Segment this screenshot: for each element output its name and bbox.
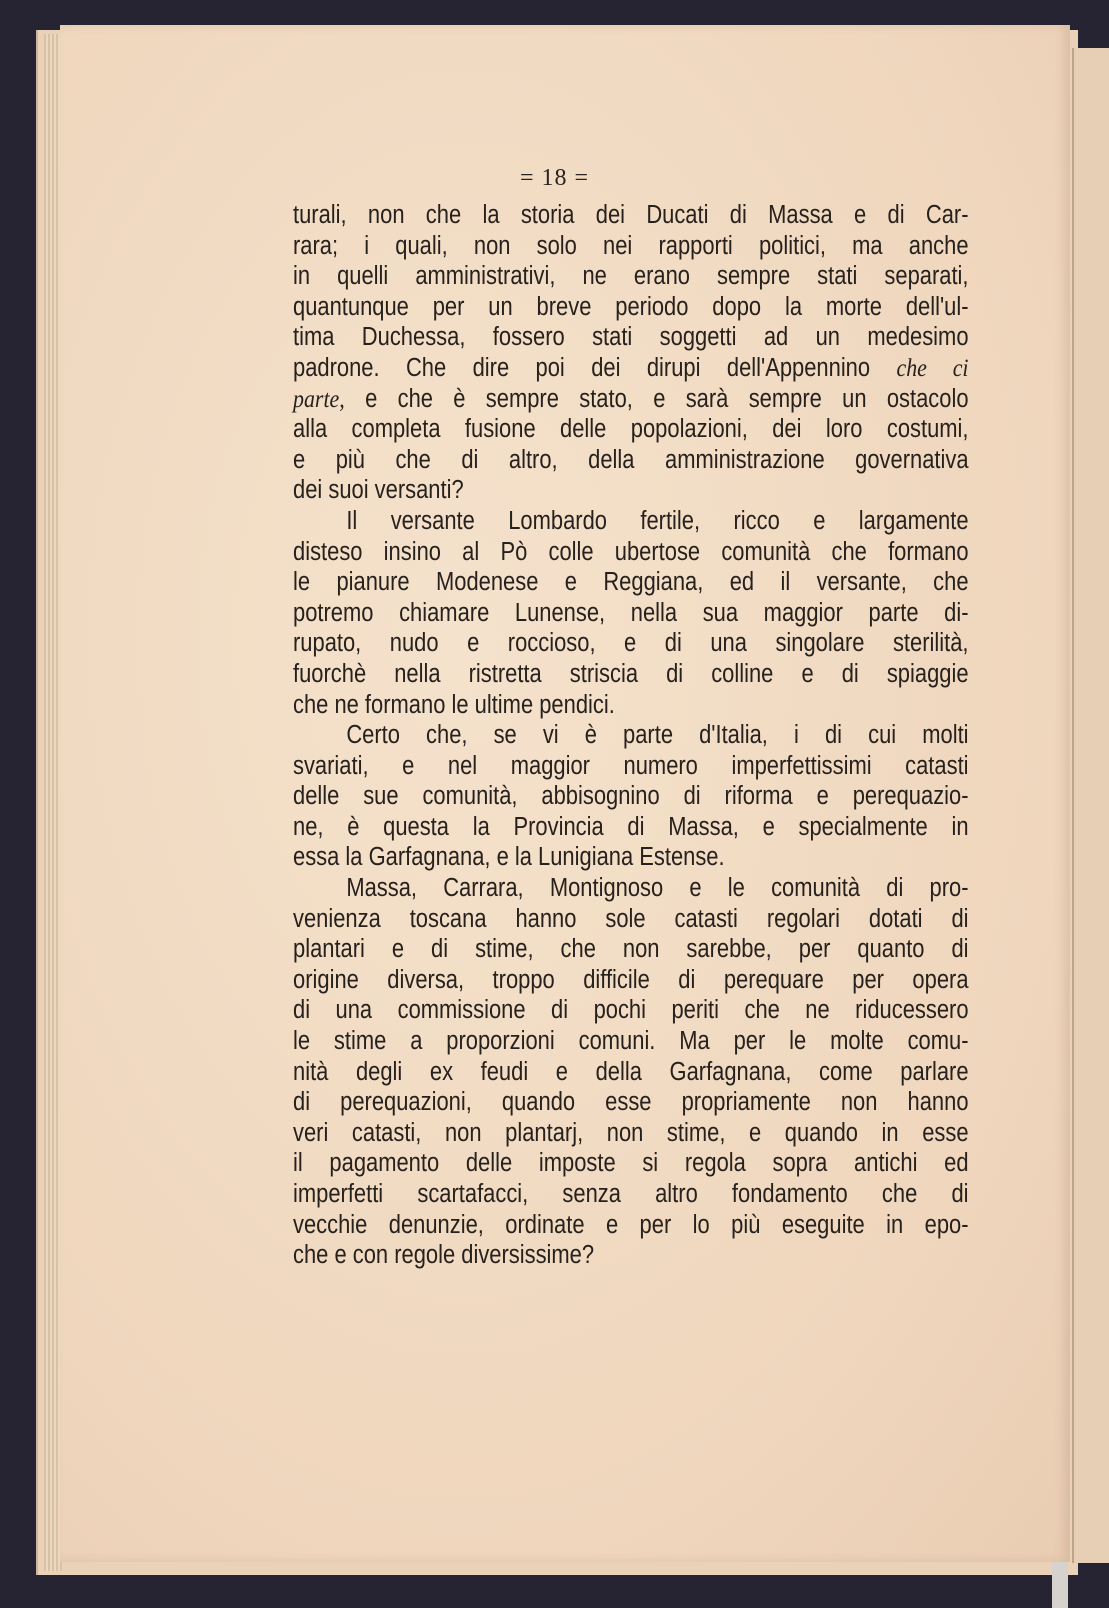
italic-phrase: parte, xyxy=(293,383,345,413)
text-line: le pianure Modenese e Reggiana, ed il versante, che xyxy=(293,568,969,597)
text-line: dei suoi versanti? xyxy=(293,476,464,505)
text-line: delle sue comunità, abbisognino di riforma e perequazio- xyxy=(293,782,969,811)
text-line: plantari e di stime, che non sarebbe, per quanto di xyxy=(293,935,969,964)
text-line: che e con regole diversissime? xyxy=(293,1241,595,1270)
text-line: rara; i quali, non solo nei rapporti politici, ma anche xyxy=(293,231,969,260)
text-line: e più che di altro, della amministrazione governativa xyxy=(293,445,969,474)
text-line: alla completa fusione delle popolazioni, dei loro costumi, xyxy=(293,415,969,444)
page-number: = 18 = xyxy=(519,165,590,191)
paragraph-start: Massa, Carrara, Montignoso e le comunità di pro- xyxy=(346,874,969,903)
text-line: essa la Garfagnana, e la Lunigiana Estense. xyxy=(293,843,725,872)
italic-phrase: che ci xyxy=(896,352,969,382)
text-line-mixed xyxy=(293,353,969,384)
text-line: rupato, nudo e roccioso, e di una singolare sterilità, xyxy=(293,629,969,658)
text-line-mixed xyxy=(293,384,969,415)
body-text xyxy=(293,200,969,1271)
text-line: in quelli amministrativi, ne erano sempre stati separati, xyxy=(293,262,969,291)
text-line: disteso insino al Pò colle ubertose comunità che formano xyxy=(293,537,969,566)
text-line: venienza toscana hanno sole catasti regolari dotati di xyxy=(293,904,969,933)
paragraph-start: Il versante Lombardo fertile, ricco e largamente xyxy=(346,506,969,535)
text-line: turali, non che la storia dei Ducati di Massa e di Car- xyxy=(293,201,969,229)
text-line: fuorchè nella ristretta striscia di colline e di spiaggie xyxy=(293,659,969,688)
text-line: che ne formano le ultime pendici. xyxy=(293,690,615,719)
text-line: svariati, e nel maggior numero imperfettissimi catasti xyxy=(293,751,969,780)
text-line: di una commissione di pochi periti che ne riducessero xyxy=(293,996,969,1025)
text-line: vecchie denunzie, ordinate e per lo più eseguite in epo- xyxy=(293,1210,969,1239)
text-line: il pagamento delle imposte si regola sopra antichi ed xyxy=(293,1149,969,1178)
next-page-edge xyxy=(1072,48,1109,1563)
text-line: imperfetti scartafacci, senza altro fondamento che di xyxy=(293,1180,969,1208)
text-line: potremo chiamare Lunense, nella sua maggior parte di- xyxy=(293,598,969,627)
text-line: di perequazioni, quando esse propriamente non hanno xyxy=(293,1088,969,1117)
text-segment: padrone. Che dire poi dei dirupi dell'Appennino xyxy=(293,353,871,382)
text-segment: e che è sempre stato, e sarà sempre un ostacolo xyxy=(365,384,969,413)
paragraph-start: Certo che, se vi è parte d'Italia, i di cui molti xyxy=(346,721,969,750)
text-line: nità degli ex feudi e della Garfagnana, come parlare xyxy=(293,1057,969,1086)
text-line: veri catasti, non plantarj, non stime, e quando in esse xyxy=(293,1118,969,1147)
text-line: le stime a proporzioni comuni. Ma per le molte comu- xyxy=(293,1027,969,1056)
text-line: quantunque per un breve periodo dopo la morte dell'ul- xyxy=(293,292,969,321)
text-line: ne, è questa la Provincia di Massa, e specialmente in xyxy=(293,812,969,841)
text-line: origine diversa, troppo difficile di perequare per opera xyxy=(293,965,969,994)
text-line: tima Duchessa, fossero stati soggetti ad un medesimo xyxy=(293,323,969,352)
